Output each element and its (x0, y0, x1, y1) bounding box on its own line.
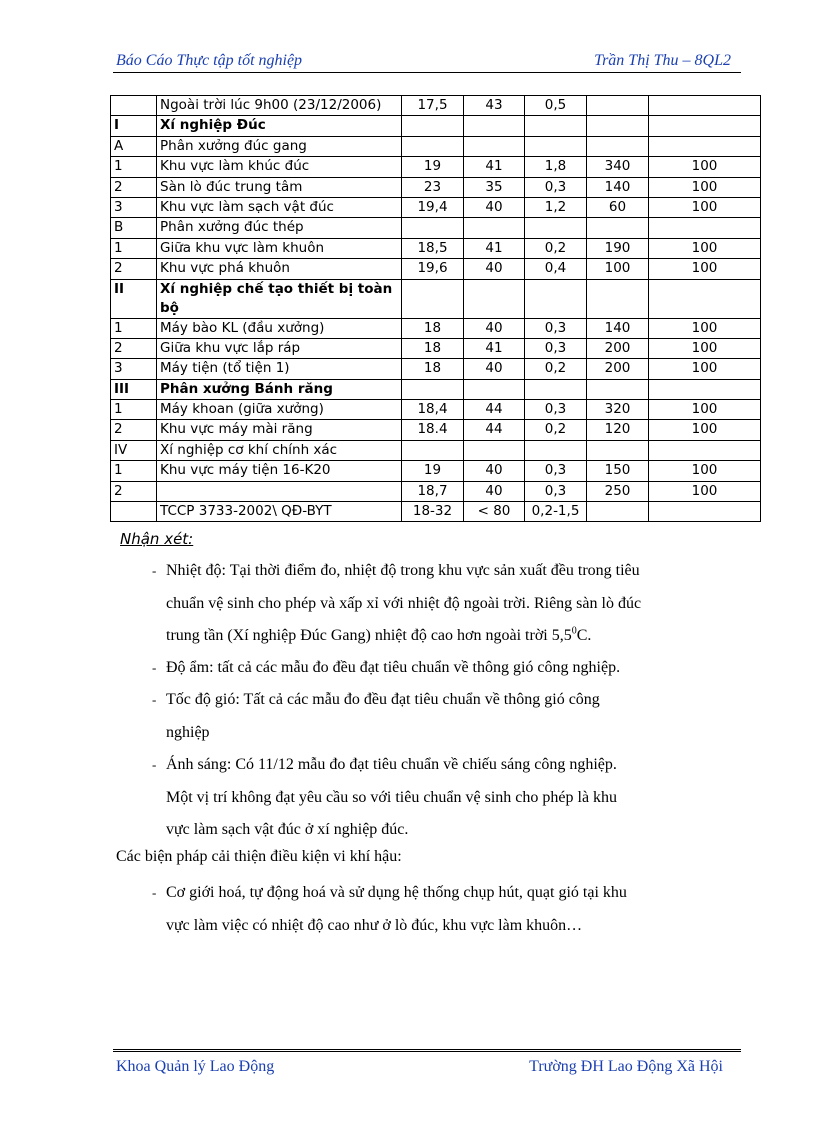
cell-percent: 100 (649, 359, 761, 379)
cell-stt: I (111, 116, 157, 136)
remarks-title: Nhận xét: (120, 530, 194, 548)
cell-percent (649, 440, 761, 460)
table-row (111, 461, 761, 481)
cell-lighting: 140 (587, 177, 649, 197)
table-row (111, 218, 761, 238)
cell-temperature (402, 440, 464, 460)
cell-temperature: 18 (402, 318, 464, 338)
cell-temperature: 18-32 (402, 502, 464, 522)
cell-stt: 2 (111, 259, 157, 279)
cell-temperature: 18 (402, 338, 464, 358)
cell-percent: 100 (649, 238, 761, 258)
cell-temperature: 19,4 (402, 197, 464, 217)
cell-wind-speed (525, 379, 587, 399)
cell-lighting: 190 (587, 238, 649, 258)
footer-university: Trường ĐH Lao Động Xã Hội (529, 1058, 723, 1075)
cell-wind-speed (525, 440, 587, 460)
cell-humidity: 40 (464, 197, 525, 217)
cell-percent (649, 116, 761, 136)
cell-stt: 1 (111, 238, 157, 258)
footer-faculty: Khoa Quản lý Lao Động (116, 1058, 275, 1075)
cell-temperature: 19 (402, 157, 464, 177)
cell-wind-speed: 0,2-1,5 (525, 502, 587, 522)
remark-lighting: - Ánh sáng: Có 11/12 mẫu đo đạt tiêu chuẩn về chiếu sáng công nghiệp. Một vị trí không đạt yêu cầu so với tiêu chuẩn vệ sinh cho phép là khu vực làm sạch vật đúc ở xí nghiệp đúc. (152, 749, 740, 847)
cell-stt: IV (111, 440, 157, 460)
cell-lighting: 120 (587, 420, 649, 440)
cell-stt: 1 (111, 461, 157, 481)
cell-temperature (402, 379, 464, 399)
cell-temperature (402, 136, 464, 156)
cell-stt: 1 (111, 400, 157, 420)
remark-humidity: - Độ ẩm: tất cả các mẫu đo đều đạt tiêu chuẩn về thông gió công nghiệp. (152, 652, 740, 685)
cell-percent: 100 (649, 197, 761, 217)
cell-humidity (464, 379, 525, 399)
cell-location: Xí nghiệp Đúc (157, 116, 402, 136)
cell-wind-speed: 0,2 (525, 359, 587, 379)
cell-stt: 3 (111, 359, 157, 379)
cell-stt: 2 (111, 177, 157, 197)
cell-wind-speed: 0,4 (525, 259, 587, 279)
cell-lighting (587, 218, 649, 238)
table-row (111, 481, 761, 501)
table-row (111, 238, 761, 258)
cell-lighting: 150 (587, 461, 649, 481)
cell-humidity: 40 (464, 461, 525, 481)
cell-location: Khu vực máy mài răng (157, 420, 402, 440)
cell-location: Giữa khu vực làm khuôn (157, 238, 402, 258)
cell-temperature (402, 116, 464, 136)
cell-temperature: 18.4 (402, 420, 464, 440)
cell-stt: A (111, 136, 157, 156)
cell-lighting: 340 (587, 157, 649, 177)
table-row (111, 116, 761, 136)
cell-stt: B (111, 218, 157, 238)
cell-stt: III (111, 379, 157, 399)
cell-humidity: 40 (464, 359, 525, 379)
cell-temperature: 19 (402, 461, 464, 481)
cell-humidity (464, 440, 525, 460)
cell-stt: 2 (111, 481, 157, 501)
cell-temperature: 19,6 (402, 259, 464, 279)
cell-wind-speed: 1,2 (525, 197, 587, 217)
cell-percent: 100 (649, 461, 761, 481)
remark-temperature: - Nhiệt độ: Tại thời điểm đo, nhiệt độ trong khu vực sản xuất đều trong tiêu chuẩn vệ sinh cho phép và xấp xỉ với nhiệt độ ngoài trời. Riêng sàn lò đúc trung tần (Xí nghiệp Đúc Gang) nhiệt độ cao hơn ngoài trời $5,5^0C$. (152, 555, 740, 653)
bullet-dash: - (152, 660, 157, 675)
cell-location: Phân xưởng đúc thép (157, 218, 402, 238)
table-row (111, 502, 761, 522)
cell-temperature: 18 (402, 359, 464, 379)
microclimate-table (110, 95, 761, 522)
cell-location: Phân xưởng Bánh răng (157, 379, 402, 399)
cell-temperature: 23 (402, 177, 464, 197)
cell-humidity: 44 (464, 420, 525, 440)
page-header (113, 50, 741, 73)
cell-stt: 2 (111, 338, 157, 358)
cell-temperature: 18,4 (402, 400, 464, 420)
cell-wind-speed: 0,2 (525, 420, 587, 440)
measure-mechanization: - Cơ giới hoá, tự động hoá và sử dụng hệ thống chụp hút, quạt gió tại khu vực làm việc có nhiệt độ cao như ở lò đúc, khu vực làm khuôn… (152, 877, 740, 942)
cell-lighting (587, 96, 649, 116)
cell-percent: 100 (649, 157, 761, 177)
cell-humidity: 35 (464, 177, 525, 197)
cell-lighting (587, 279, 649, 318)
cell-wind-speed (525, 116, 587, 136)
cell-wind-speed: 0,2 (525, 238, 587, 258)
cell-wind-speed (525, 218, 587, 238)
header-report-title: Báo Cáo Thực tập tốt nghiệp (116, 52, 303, 69)
cell-lighting: 200 (587, 338, 649, 358)
cell-stt (111, 502, 157, 522)
cell-lighting: 250 (587, 481, 649, 501)
table-row (111, 259, 761, 279)
cell-stt: 1 (111, 157, 157, 177)
cell-humidity (464, 136, 525, 156)
cell-percent: 100 (649, 420, 761, 440)
cell-location: Máy khoan (giữa xưởng) (157, 400, 402, 420)
cell-stt: II (111, 279, 157, 318)
cell-location: Khu vực làm sạch vật đúc (157, 197, 402, 217)
remark-wind-speed: - Tốc độ gió: Tất cả các mẫu đo đều đạt tiêu chuẩn về thông gió công nghiệp (152, 684, 740, 749)
cell-location: Khu vực làm khúc đúc (157, 157, 402, 177)
cell-wind-speed: 0,3 (525, 481, 587, 501)
cell-percent (649, 218, 761, 238)
header-author: Trần Thị Thu – 8QL2 (594, 52, 731, 69)
cell-location: TCCP 3733-2002\ QĐ-BYT (157, 502, 402, 522)
cell-temperature (402, 218, 464, 238)
table-row (111, 379, 761, 399)
cell-humidity: 41 (464, 338, 525, 358)
table-row (111, 279, 761, 318)
table-row (111, 197, 761, 217)
table-row (111, 157, 761, 177)
cell-percent: 100 (649, 481, 761, 501)
cell-wind-speed: 0,3 (525, 338, 587, 358)
cell-humidity (464, 279, 525, 318)
table-row (111, 318, 761, 338)
cell-stt: 3 (111, 197, 157, 217)
table-row (111, 177, 761, 197)
table-row (111, 136, 761, 156)
cell-percent: 100 (649, 177, 761, 197)
cell-stt (111, 96, 157, 116)
cell-location: Khu vực máy tiện 16-K20 (157, 461, 402, 481)
cell-wind-speed: 0,3 (525, 400, 587, 420)
cell-percent: 100 (649, 338, 761, 358)
cell-percent (649, 379, 761, 399)
cell-location: Xí nghiệp cơ khí chính xác (157, 440, 402, 460)
cell-wind-speed (525, 279, 587, 318)
cell-humidity: 44 (464, 400, 525, 420)
cell-location: Máy tiện (tổ tiện 1) (157, 359, 402, 379)
cell-humidity: 40 (464, 481, 525, 501)
cell-wind-speed: 0,3 (525, 177, 587, 197)
cell-wind-speed: 0,3 (525, 318, 587, 338)
cell-lighting (587, 136, 649, 156)
cell-wind-speed: 0,5 (525, 96, 587, 116)
table-row (111, 359, 761, 379)
cell-temperature: 18,7 (402, 481, 464, 501)
cell-humidity: 43 (464, 96, 525, 116)
cell-percent (649, 96, 761, 116)
cell-lighting (587, 502, 649, 522)
cell-lighting (587, 440, 649, 460)
table-row (111, 96, 761, 116)
table-row (111, 440, 761, 460)
cell-lighting: 200 (587, 359, 649, 379)
cell-percent (649, 279, 761, 318)
cell-lighting: 100 (587, 259, 649, 279)
cell-location: Sàn lò đúc trung tâm (157, 177, 402, 197)
cell-location (157, 481, 402, 501)
cell-location: Giữa khu vực lắp ráp (157, 338, 402, 358)
cell-wind-speed: 1,8 (525, 157, 587, 177)
cell-humidity: 41 (464, 157, 525, 177)
cell-percent: 100 (649, 318, 761, 338)
cell-lighting: 60 (587, 197, 649, 217)
table-row (111, 400, 761, 420)
bullet-dash: - (152, 757, 157, 772)
cell-wind-speed: 0,3 (525, 461, 587, 481)
table-row (111, 420, 761, 440)
cell-location: Khu vực phá khuôn (157, 259, 402, 279)
cell-temperature: 17,5 (402, 96, 464, 116)
cell-stt: 2 (111, 420, 157, 440)
cell-percent: 100 (649, 259, 761, 279)
cell-percent (649, 502, 761, 522)
cell-location: Phân xưởng đúc gang (157, 136, 402, 156)
cell-humidity: 41 (464, 238, 525, 258)
page-footer (113, 1049, 741, 1080)
cell-temperature: 18,5 (402, 238, 464, 258)
cell-location: Xí nghiệp chế tạo thiết bị toàn bộ (157, 279, 402, 318)
bullet-dash: - (152, 563, 157, 578)
cell-lighting: 140 (587, 318, 649, 338)
table-row (111, 338, 761, 358)
cell-percent: 100 (649, 400, 761, 420)
cell-lighting (587, 116, 649, 136)
cell-lighting (587, 379, 649, 399)
bullet-dash: - (152, 885, 157, 900)
cell-location: Ngoài trời lúc 9h00 (23/12/2006) (157, 96, 402, 116)
cell-humidity (464, 116, 525, 136)
bullet-dash: - (152, 692, 157, 707)
cell-percent (649, 136, 761, 156)
cell-temperature (402, 279, 464, 318)
cell-location: Máy bào KL (đầu xưởng) (157, 318, 402, 338)
measures-title: Các biện pháp cải thiện điều kiện vi khí hậu: (116, 848, 402, 865)
cell-wind-speed (525, 136, 587, 156)
cell-lighting: 320 (587, 400, 649, 420)
cell-stt: 1 (111, 318, 157, 338)
cell-humidity: 40 (464, 318, 525, 338)
cell-humidity: < 80 (464, 502, 525, 522)
cell-humidity (464, 218, 525, 238)
cell-humidity: 40 (464, 259, 525, 279)
